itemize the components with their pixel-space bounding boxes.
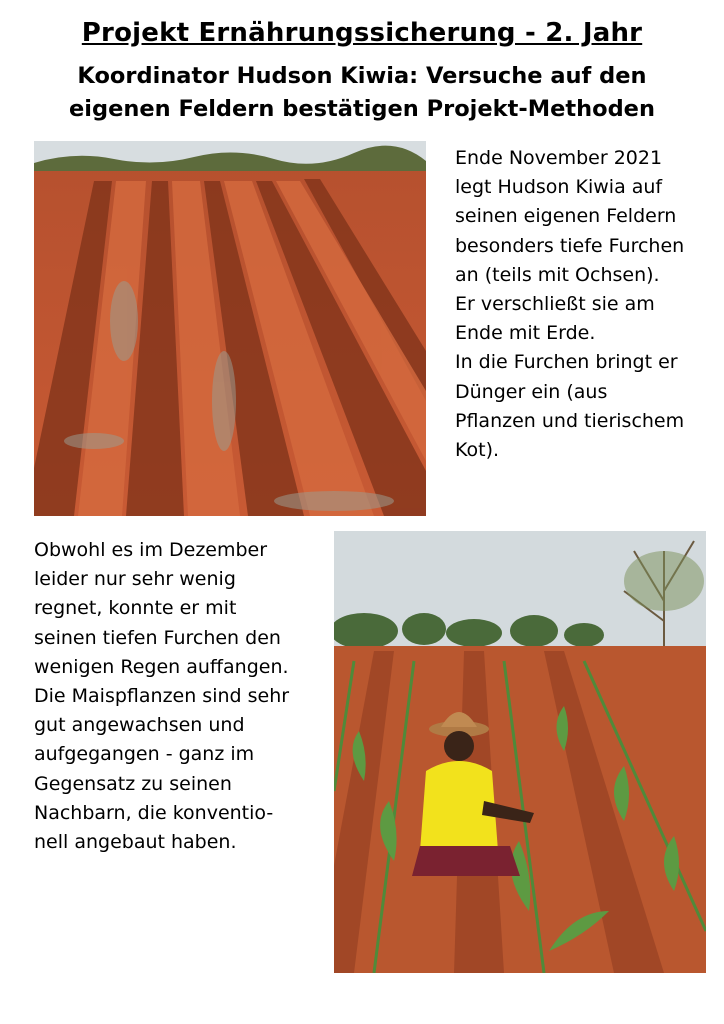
text-line: Ende November 2021 bbox=[455, 147, 663, 169]
subtitle-line: Koordinator Hudson Kiwia: Versuche auf den bbox=[77, 63, 647, 89]
text-line: Dünger ein (aus bbox=[455, 380, 608, 403]
text-line: wenigen Regen auffangen. bbox=[34, 655, 289, 678]
furrows-photo bbox=[34, 141, 426, 516]
maize-illustration bbox=[334, 531, 706, 973]
text-line: aufgegangen - ganz im bbox=[34, 743, 255, 766]
maize-description bbox=[34, 536, 326, 857]
furrows-description bbox=[455, 144, 717, 465]
subtitle-line: eigenen Feldern bestätigen Projekt-Methoden bbox=[69, 96, 655, 122]
text-line: seinen tiefen Furchen den bbox=[34, 626, 281, 649]
text-line: Nachbarn, die konventio- bbox=[34, 801, 274, 824]
page-subtitle bbox=[0, 60, 724, 126]
page-title: Projekt Ernährungssicherung - 2. Jahr bbox=[81, 18, 643, 48]
text-line: Er verschließt sie am bbox=[455, 293, 655, 316]
text-line: Obwohl es im Dezember bbox=[34, 539, 268, 561]
furrows-illustration bbox=[34, 141, 426, 516]
text-line: nell angebaut haben. bbox=[34, 831, 237, 854]
maize-field-photo bbox=[334, 531, 706, 973]
text-line: In die Furchen bringt er bbox=[455, 351, 678, 374]
text-line: legt Hudson Kiwia auf bbox=[455, 176, 663, 199]
text-line: gut angewachsen und bbox=[34, 714, 245, 737]
text-line: Gegensatz zu seinen bbox=[34, 772, 232, 795]
text-line: besonders tiefe Furchen bbox=[455, 234, 685, 257]
text-line: leider nur sehr wenig bbox=[34, 568, 236, 591]
text-line: Die Maispflanzen sind sehr bbox=[34, 685, 290, 708]
text-line: Pflanzen und tierischem bbox=[455, 409, 685, 432]
text-line: Kot). bbox=[455, 439, 500, 462]
text-line: regnet, konnte er mit bbox=[34, 597, 237, 620]
text-line: an (teils mit Ochsen). bbox=[455, 263, 660, 286]
text-line: seinen eigenen Feldern bbox=[455, 205, 677, 228]
text-line: Ende mit Erde. bbox=[455, 322, 596, 345]
